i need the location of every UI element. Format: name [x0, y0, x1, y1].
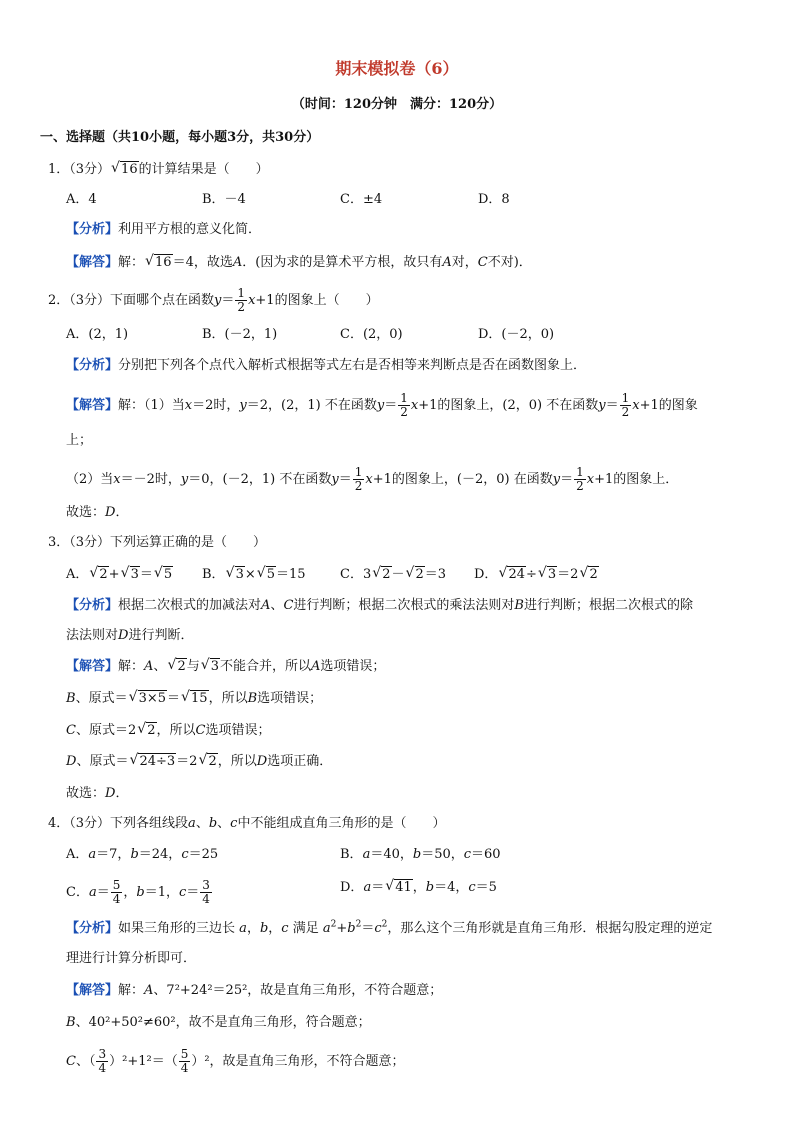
section-heading: 一、选择题（共10小题，每小题3分，共30分）	[40, 130, 320, 145]
page-title: 期末模拟卷（6）	[335, 59, 459, 78]
q3-answer-b: B、原式＝√ 3×5＝√ 15，所以B选项错误；	[66, 690, 322, 708]
q2-answer-line-2: （2）当x＝－2时，y＝0，(－2，1) 不在函数y＝ $\frac{1}{2}$ x+1的图象上，(－2，0) 在函数y＝ $\frac{1}{2}$ x+1的图象上．	[66, 465, 679, 493]
q3-answer-c: C、原式＝2√ 2，所以C选项错误；	[66, 722, 271, 740]
q3-option-d: D．√ 24÷√ 3＝2√ 2	[474, 566, 599, 584]
q1-option-c: C．±4	[340, 192, 383, 207]
q4-option-d: D．a＝√ 41，b＝4，c＝5	[340, 879, 497, 897]
q4-analysis-cont: 理进行计算分析即可．	[66, 951, 197, 966]
q4-answer-a: 【解答】解：A、7²+24²＝25²，故是直角三角形，不符合题意；	[66, 983, 443, 998]
question-4-stem: 4．（3分）下列各组线段a、b、c中不能组成直角三角形的是（ ）	[48, 816, 446, 831]
q2-option-d: D．(－2，0)	[478, 327, 555, 342]
q1-option-d: D．8	[478, 192, 510, 207]
q3-analysis-cont: 法法则对D进行判断．	[66, 628, 194, 643]
sqrt-symbol: √ 16	[111, 161, 139, 179]
q3-option-b: B．√ 3×√ 5＝15	[202, 566, 306, 584]
exam-info: （时间：120分钟 满分：120分）	[291, 97, 503, 112]
q4-analysis: 【分析】如果三角形的三边长 a，b，c 满足 $a^2+b^2=c^2$，那么这个三角形就是直角三角形．根据勾股定理的逆定	[66, 919, 713, 936]
q3-option-a: A．√ 2+√ 3＝√ 5	[66, 566, 173, 584]
q1-answer: 【解答】解：√ 16＝4，故选A．(因为求的是算术平方根，故只有A对，C不对)．	[66, 254, 532, 272]
q1-option-b: B．－4	[202, 192, 246, 207]
q4-answer-b: B、40²+50²≠60²，故不是直角三角形，符合题意；	[66, 1015, 371, 1030]
q4-option-c: C．a＝ $\frac{5}{4}$ ，b＝1，c＝ $\frac{3}{4}$	[66, 878, 210, 906]
q1-option-a: A．4	[66, 192, 97, 207]
question-2-stem: 2．（3分）下面哪个点在函数y＝ $\frac{1}{2}$ x+1的图象上（ ）	[48, 286, 379, 314]
q4-option-b: B．a＝40，b＝50，c＝60	[340, 847, 501, 862]
q4-option-a: A．a＝7，b＝24，c＝25	[66, 847, 219, 862]
q2-option-a: A．(2，1)	[66, 327, 129, 342]
question-3-stem: 3．（3分）下列运算正确的是（ ）	[48, 535, 267, 550]
q3-choice: 故选：D．	[66, 786, 129, 801]
q2-analysis: 【分析】分别把下列各个点代入解析式根据等式左右是否相等来判断点是否在函数图象上．	[66, 358, 587, 373]
q2-option-c: C．(2，0)	[340, 327, 403, 342]
q2-choice: 故选：D．	[66, 505, 129, 520]
q3-option-c: C．3√ 2－√ 2＝3	[340, 566, 446, 584]
q1-analysis: 【分析】利用平方根的意义化简．	[66, 222, 262, 237]
question-1-stem: 1．（3分）√ 16的计算结果是（ ）	[48, 161, 269, 179]
q3-answer-a: 【解答】解：A、√ 2与√ 3不能合并，所以A选项错误；	[66, 658, 385, 676]
q3-analysis: 【分析】根据二次根式的加减法对A、C进行判断；根据二次根式的乘法法则对B进行判断；根据二次根式的除	[66, 598, 693, 613]
q2-option-b: B．(－2，1)	[202, 327, 278, 342]
q2-answer-line-1: 【解答】解：（1）当x＝2时，y＝2，(2，1) 不在函数y＝ $\frac{1}{2}$ x+1的图象上，(2，0) 不在函数y＝ $\frac{1}{2}$ x+1的图象	[66, 391, 698, 419]
q4-answer-c: C、（ $\frac{3}{4}$ ）²+1²＝（ $\frac{5}{4}$ ）²，故是直角三角形，不符合题意；	[66, 1047, 405, 1075]
q2-answer-line-1-cont: 上；	[66, 433, 93, 448]
q3-answer-d: D、原式＝√ 24÷3＝2√ 2，所以D选项正确．	[66, 753, 332, 771]
